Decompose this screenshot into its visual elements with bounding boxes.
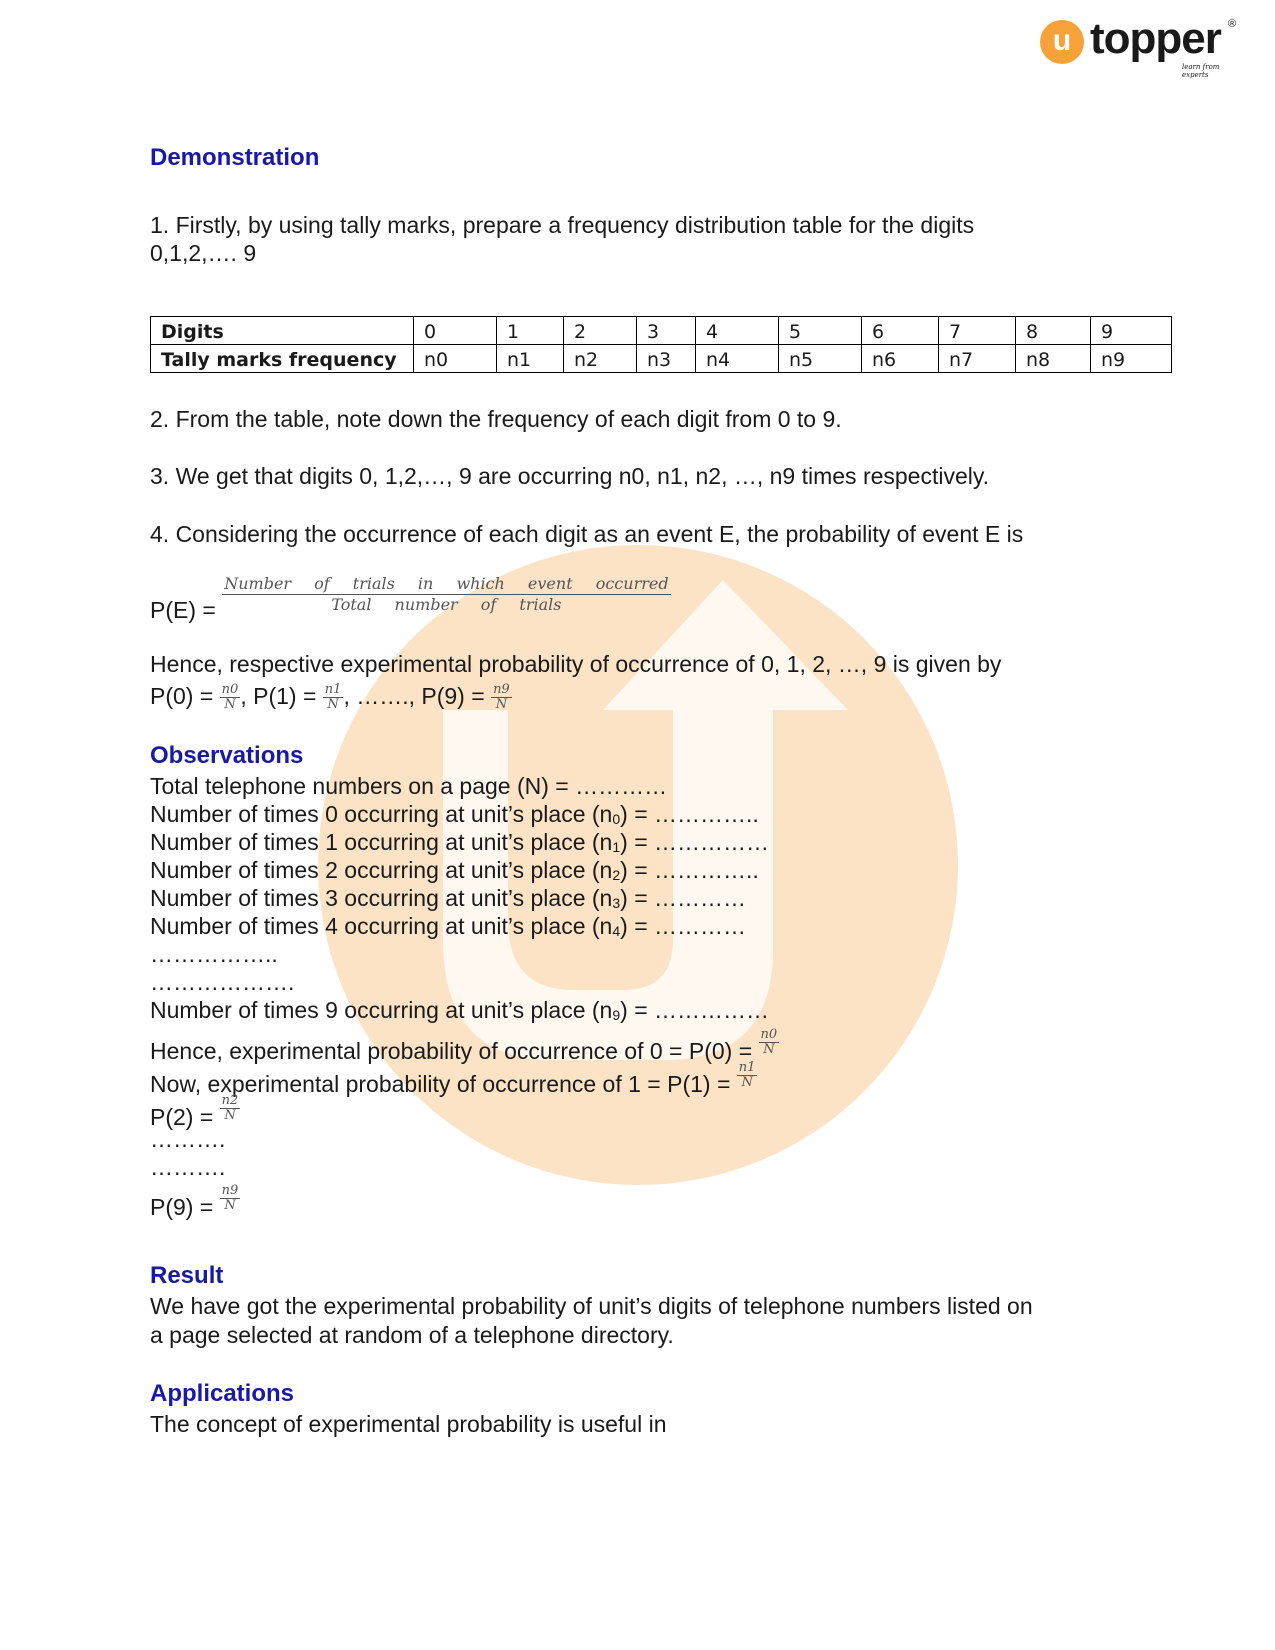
obs-prefix: Number of times 9 occurring at unit’s place (n [150,997,613,1023]
p9-line [150,1184,240,1221]
p-values-line [150,682,512,712]
step3-text: 3. We get that digits 0, 1,2,…, 9 are occurring n0, n1, n2, …, n9 times respectively. [150,463,990,489]
hence-p0-line [150,1028,779,1065]
pe-fraction [222,574,670,615]
p1-den: N [327,697,339,713]
applications-line1: The concept of experimental probability is useful in [150,1411,667,1437]
now-p1-line [150,1061,757,1098]
table-row [151,345,1172,373]
obs-line-9 [150,996,769,1029]
brand-name: topper [1090,14,1221,63]
p2-label: P(2) = [150,1104,214,1130]
dots-line: ………………. [150,969,295,995]
obs-prefix: Number of times 4 occurring at unit’s place (n [150,913,613,939]
table-cell: 5 [779,317,862,345]
table-cell: 6 [862,317,939,345]
table-cell: 3 [637,317,696,345]
now-p1-text: Now, experimental probability of occurrence of 1 = P(1) = [150,1071,731,1097]
frac-num: n0 [760,1027,778,1042]
logo-circle-icon: u [1040,20,1084,64]
p1-label: , P(1) = [240,683,317,709]
frac-num: n1 [738,1060,756,1075]
p9-den: N [495,697,508,713]
obs-suffix: ) = ………… [620,885,747,911]
table-cell: n2 [564,345,637,373]
p0-num: n0 [221,682,239,698]
pe-formula [150,574,671,624]
p9-num: n9 [493,682,510,698]
result-heading: Result [150,1262,224,1289]
p2-fraction [220,1094,241,1123]
step1-line1: 1. Firstly, by using tally marks, prepare a frequency distribution table for the digits [150,212,975,238]
table-cell: n9 [1091,345,1172,373]
obs-suffix: ) = ………….. [620,801,759,827]
table-cell: n6 [862,345,939,373]
table-row-label: Digits [151,317,414,345]
p0-den: N [224,697,236,713]
frac-den: N [741,1075,753,1090]
obs-sub: 9 [612,1007,621,1023]
table-cell: n4 [696,345,779,373]
pe-denominator: Total number of trials [331,595,562,614]
p9-label: P(9) = [150,1194,214,1220]
dots-line: ………. [150,1154,226,1180]
brand-tagline: learn from experts [1182,63,1220,79]
table-row [151,317,1172,345]
registered-mark: ® [1228,18,1237,30]
p9-label: , ……., P(9) = [343,683,485,709]
p0-fraction [220,683,241,712]
frac-num: n2 [221,1093,239,1108]
table-cell: 2 [564,317,637,345]
pe-label: P(E) = [150,597,216,623]
obs-sub: 4 [612,923,621,939]
applications-heading: Applications [150,1380,295,1407]
table-cell: 4 [696,317,779,345]
table-cell: 9 [1091,317,1172,345]
obs-prefix: Number of times 1 occurring at unit’s place (n [150,829,613,855]
dots-line: …………….. [150,941,278,967]
table-cell: n3 [637,345,696,373]
frac-den: N [224,1108,236,1123]
obs-sub: 0 [612,811,621,827]
step4-text: 4. Considering the occurrence of each digit as an event E, the probability of event E is [150,521,1024,547]
frac-num: n9 [221,1183,239,1198]
p0-label: P(0) = [150,683,214,709]
table-cell: n7 [939,345,1016,373]
obs-sub: 1 [612,839,621,855]
p9-obs-fraction [220,1184,241,1213]
frequency-table [150,316,1172,373]
table-cell: n0 [414,345,497,373]
result-line1: We have got the experimental probability of unit’s digits of telephone numbers listed on [150,1293,1033,1319]
brand-logo [1040,14,1240,79]
table-cell: 8 [1016,317,1091,345]
obs-prefix: Number of times 2 occurring at unit’s place (n [150,857,613,883]
obs-suffix: ) = ………….. [620,857,759,883]
now-p1-fraction [737,1061,758,1090]
p9-fraction [491,683,512,712]
observations-heading: Observations [150,742,304,769]
dots-line: ………. [150,1126,226,1152]
hence-line: Hence, respective experimental probability of occurrence of 0, 1, 2, …, 9 is given by [150,651,1002,677]
obs-prefix: Number of times 3 occurring at unit’s place (n [150,885,613,911]
p1-fraction [323,683,344,712]
obs-suffix: ) = …………… [620,829,770,855]
pe-numerator: Number of trials in which event occurred [224,574,669,593]
hence-p0-text: Hence, experimental probability of occurrence of 0 = P(0) = [150,1038,753,1064]
step2-text: 2. From the table, note down the frequency of each digit from 0 to 9. [150,406,842,432]
obs-suffix: ) = …………… [620,997,770,1023]
obs-sub: 3 [612,895,621,911]
p1-num: n1 [324,682,342,698]
frac-den: N [763,1042,775,1057]
table-cell: n5 [779,345,862,373]
result-line2: a page selected at random of a telephone directory. [150,1322,674,1348]
table-cell: 1 [497,317,564,345]
total-line: Total telephone numbers on a page (N) = ………… [150,773,668,799]
step1-line2: 0,1,2,…. 9 [150,240,257,266]
table-row-label: Tally marks frequency [151,345,414,373]
demonstration-heading: Demonstration [150,144,320,171]
frac-den: N [224,1198,236,1213]
table-cell: n1 [497,345,564,373]
table-cell: n8 [1016,345,1091,373]
table-cell: 0 [414,317,497,345]
table-cell: 7 [939,317,1016,345]
obs-suffix: ) = ………… [620,913,747,939]
hence-p0-fraction [759,1028,780,1057]
obs-sub: 2 [612,867,621,883]
obs-prefix: Number of times 0 occurring at unit’s place (n [150,801,613,827]
